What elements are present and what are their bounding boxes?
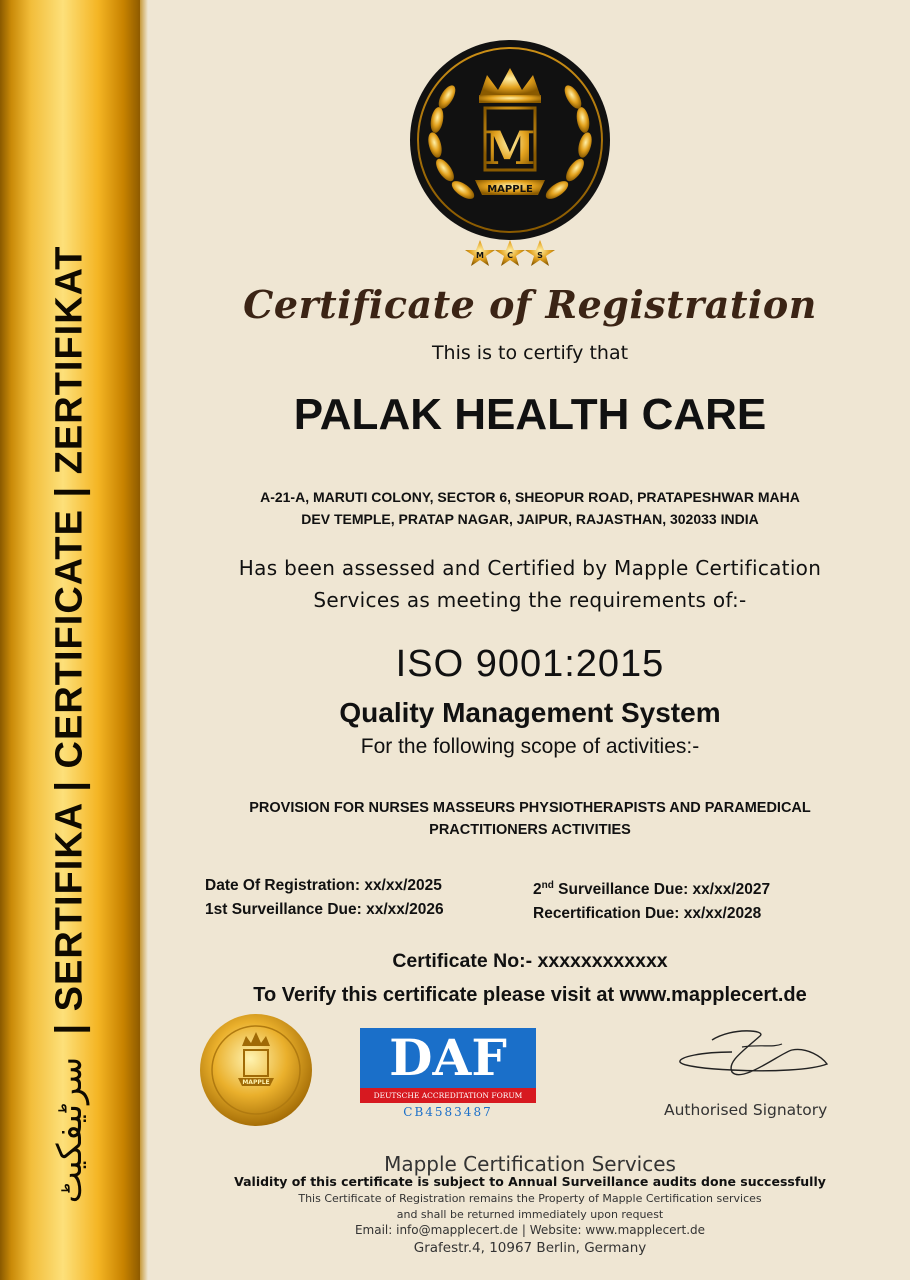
verify-statement: To Verify this certificate please visit at www.mapplecert.de (253, 984, 807, 1006)
logo-star-m: M (476, 251, 484, 260)
certificate-title: Certificate of Registration (243, 282, 817, 327)
logo-star-c: C (507, 251, 513, 260)
second-surveillance-ordinal: 2 (533, 881, 542, 899)
band-arabic-text: سرٹیفکیٹ (50, 1056, 90, 1204)
band-vertical-text: | SERTIFIKA | CERTIFICATE | ZERTIFIKAT (48, 245, 91, 1035)
daf-code: CB4583487 (403, 1105, 493, 1119)
scope-line-1: PROVISION FOR NURSES MASSEURS PHYSIOTHERAPISTS AND PARAMEDICAL (249, 800, 811, 816)
assessed-line-1: Has been assessed and Certified by Mapple Certification (238, 556, 822, 580)
footer-contact: Email: info@mapplecert.de | Website: www.mapplecert.de (354, 1223, 706, 1237)
daf-logo-text: DAF (360, 1028, 536, 1088)
second-surveillance-text: Surveillance Due: xx/xx/2027 (553, 881, 771, 899)
scope-line-2: PRACTITIONERS ACTIVITIES (429, 822, 631, 838)
signature-image (672, 1022, 842, 1092)
date-of-registration: Date Of Registration: xx/xx/2025 (205, 877, 442, 894)
logo-stars (465, 240, 555, 266)
second-surveillance-due (533, 874, 770, 902)
seal-ribbon-text: MAPPLE (242, 1079, 270, 1086)
second-surveillance-suffix: nd (541, 880, 554, 891)
footer-property-line-1: This Certificate of Registration remains the Property of Mapple Certification services (298, 1192, 762, 1205)
company-name: PALAK HEALTH CARE (293, 390, 767, 439)
certify-line: This is to certify that (431, 342, 629, 364)
company-address (150, 486, 910, 530)
gold-side-band (0, 0, 140, 1280)
dates-right-column (533, 874, 770, 926)
footer-address: Grafestr.4, 10967 Berlin, Germany (413, 1240, 647, 1256)
mapple-crown-logo (405, 40, 615, 270)
certificate-number: Certificate No:- xxxxxxxxxxxx (392, 950, 668, 972)
iso-standard: ISO 9001:2015 (395, 643, 665, 685)
first-surveillance-due: 1st Surveillance Due: xx/xx/2026 (205, 901, 444, 918)
address-line-1: A-21-A, MARUTI COLONY, SECTOR 6, SHEOPUR ROAD, PRATAPESHWAR MAHA (260, 489, 800, 505)
footer-property-line-2: and shall be returned immediately upon request (396, 1208, 664, 1221)
logo-star-s: S (537, 251, 543, 260)
daf-accreditation-logo (360, 1028, 536, 1128)
assessment-statement (150, 552, 910, 616)
dates-left-column (205, 874, 444, 922)
scope-intro: For the following scope of activities:- (360, 735, 700, 758)
logo-ribbon-text: MAPPLE (487, 184, 533, 195)
footer-company-name: Mapple Certification Services (384, 1152, 676, 1176)
footer-validity: Validity of this certificate is subject to Annual Surveillance audits done successfully (234, 1174, 826, 1189)
logo-letter: M (484, 121, 536, 175)
address-line-2: DEV TEMPLE, PRATAP NAGAR, JAIPUR, RAJASTHAN, 302033 INDIA (301, 511, 759, 527)
recertification-due: Recertification Due: xx/xx/2028 (533, 905, 762, 923)
gold-seal (198, 1012, 314, 1128)
management-system: Quality Management System (339, 697, 721, 728)
footer-property-notice (150, 1191, 910, 1223)
authorised-signatory-label: Authorised Signatory (664, 1101, 828, 1119)
scope-of-activities (150, 797, 910, 841)
daf-subtitle: DEUTSCHE ACCREDITATION FORUM (360, 1088, 536, 1103)
assessed-line-2: Services as meeting the requirements of:- (313, 588, 747, 612)
